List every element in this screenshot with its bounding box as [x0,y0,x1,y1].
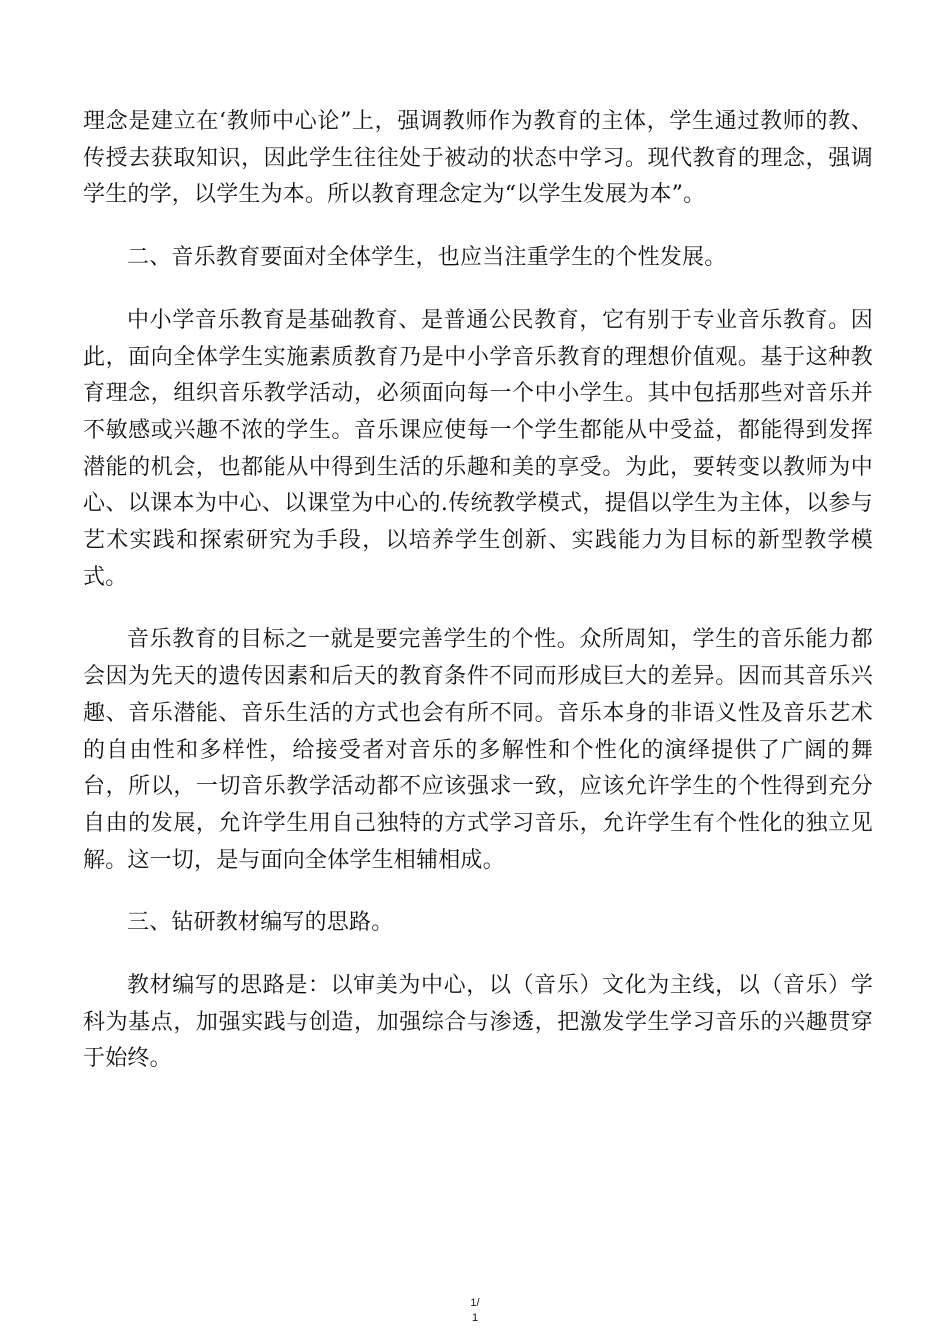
document-body [83,104,873,1078]
section-heading-2: 二、音乐教育要面对全体学生，也应当注重学生的个性发展。 [127,245,727,271]
paragraph-basic-education: 中小学音乐教育是基础教育、是普通公民教育，它有别于专业音乐教育。因此，面向全体学生实施素质教育乃是中小学音乐教育的理想价值观。基于这种教育理念，组织音乐教学活动，必须面向每一个中小学生。其中包括那些对音乐并不敏感或兴趣不浓的学生。音乐课应使每一个学生都能从中受益，都能得到发挥潜能的机会，也都能从中得到生活的乐趣和美的享受。为此，要转变以教师为中心、以课本为中心、以课堂为中心的.传统教学模式，提倡以学生为主体，以参与艺术实践和探索研究为手段，以培养学生创新、实践能力为目标的新型教学模式。 [83,307,873,590]
page-number: 1/ 1 [470,1297,480,1324]
paragraph-individuality: 音乐教育的目标之一就是要完善学生的个性。众所周知，学生的音乐能力都会因为先天的遗传因素和后天的教育条件不同而形成巨大的差异。因而其音乐兴趣、音乐潜能、音乐生活的方式也会有所不同。音乐本身的非语义性及音乐艺术的自由性和多样性，给接受者对音乐的多解性和个性化的演绎提供了广阔的舞台，所以，一切音乐教学活动都不应该强求一致，应该允许学生的个性得到充分自由的发展，允许学生用自己独特的方式学习音乐，允许学生有个性化的独立见解。这一切，是与面向全体学生相辅相成。 [83,627,873,873]
paragraph-textbook-approach: 教材编写的思路是：以审美为中心，以（音乐）文化为主线，以（音乐）学科为基点，加强实践与创造，加强综合与渗透，把激发学生学习音乐的兴趣贯穿于始终。 [83,973,873,1072]
paragraph-continuation: 理念是建立在‘教师中心论”上，强调教师作为教育的主体，学生通过教师的教、传授去获取知识，因此学生往往处于被动的状态中学习。现代教育的理念，强调学生的学，以学生为本。所以教育理念定为“以学生发展为本”。 [83,109,873,208]
section-heading-3: 三、钻研教材编写的思路。 [127,910,394,936]
